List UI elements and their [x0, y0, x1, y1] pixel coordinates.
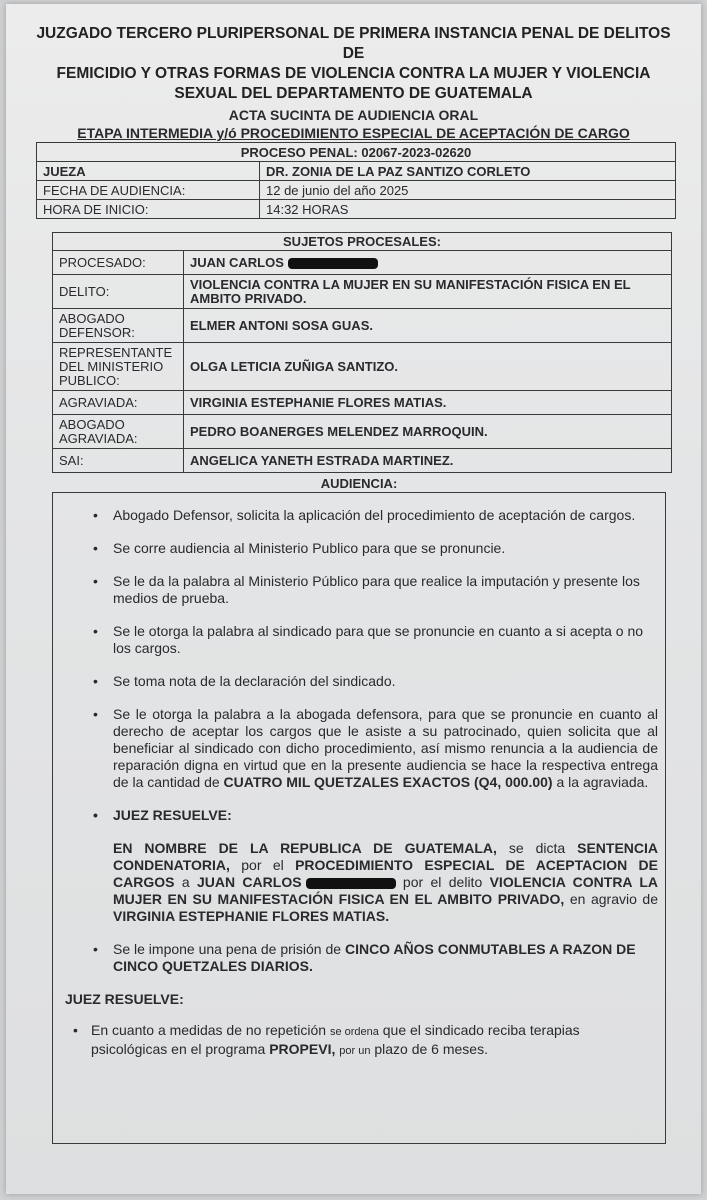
list-item — [63, 507, 658, 524]
abogado-defensor-label: ABOGADO DEFENSOR: — [53, 309, 184, 343]
acta-title: ACTA SUCINTA DE AUDIENCIA ORAL — [228, 107, 479, 123]
redaction-mark — [288, 258, 378, 269]
medidas-part: se ordena — [329, 1026, 379, 1038]
sentencia-part: se dicta — [508, 840, 566, 856]
sentencia-paragraph — [63, 840, 658, 925]
item-text: Se toma nota de la declaración del sindicado. — [113, 673, 396, 689]
medidas-part: que el sindicado reciba terapias psicológicas en el programa — [91, 1022, 580, 1057]
sai-value: ANGELICA YANETH ESTRADA MARTINEZ. — [184, 449, 672, 473]
pena-value: CINCO AÑOS CONMUTABLES A RAZON DE CINCO QUETZALES DIARIOS. — [113, 941, 636, 974]
audiencia-title: AUDIENCIA: — [320, 476, 398, 491]
item-text: Abogado Defensor, solicita la aplicación del procedimiento de aceptación de cargos. — [113, 507, 636, 523]
sentencia-part: en agravio de — [569, 891, 659, 907]
bullet: • — [93, 941, 98, 957]
audiencia-items — [63, 507, 658, 1076]
abogado-defensor-value: ELMER ANTONI SOSA GUAS. — [184, 309, 672, 343]
etapa-title: ETAPA INTERMEDIA y/ó PROCEDIMIENTO ESPECIAL DE ACEPTACIÓN DE CARGO — [77, 125, 630, 141]
abogado-agraviada-value: PEDRO BOANERGES MELENDEZ MARROQUIN. — [184, 415, 672, 449]
ministerio-publico-value: OLGA LETICIA ZUÑIGA SANTIZO. — [184, 343, 672, 391]
sentencia-part: JUAN CARLOS — [196, 874, 302, 890]
medidas-part: por un — [339, 1045, 371, 1057]
juez-resuelve-2: JUEZ RESUELVE: — [65, 991, 184, 1007]
delito-value: VIOLENCIA CONTRA LA MUJER EN SU MANIFESTACIÓN FISICA EN EL AMBITO PRIVADO. — [184, 275, 672, 309]
list-item — [63, 941, 658, 975]
sentencia-part: VIOLENCIA CONTRA LA MUJER EN SU MANIFESTACIÓN FISICA EN EL AMBITO PRIVADO, — [113, 874, 659, 907]
jueza-value: DR. ZONIA DE LA PAZ SANTIZO CORLETO — [260, 162, 676, 181]
medidas-part: En cuanto a medidas de no repetición — [91, 1022, 327, 1038]
list-item — [63, 540, 658, 557]
sai-label: SAI: — [53, 449, 184, 473]
ministerio-publico-label: REPRESENTANTE DEL MINISTERIO PUBLICO: — [53, 343, 184, 391]
item-text: Se corre audiencia al Ministerio Publico para que se pronuncie. — [113, 540, 506, 556]
bullet: • — [93, 507, 98, 523]
document-page — [6, 4, 701, 1194]
redaction-mark — [306, 878, 396, 889]
delito-label: DELITO: — [53, 275, 184, 309]
list-item — [63, 623, 658, 657]
court-name-line-3: SEXUAL DEL DEPARTAMENTO DE GUATEMALA — [174, 85, 533, 102]
bullet: • — [93, 623, 98, 639]
bullet: • — [93, 540, 98, 556]
juez-resuelve-label: JUEZ RESUELVE: — [113, 807, 232, 823]
pena-text: Se le impone una pena de prisión de — [113, 941, 342, 957]
document-header — [26, 24, 681, 142]
sentencia-part: VIRGINIA ESTEPHANIE FLORES MATIAS. — [113, 908, 390, 924]
court-name-line-2: FEMICIDIO Y OTRAS FORMAS DE VIOLENCIA CONTRA LA MUJER Y VIOLENCIA — [56, 65, 651, 82]
fecha-label: FECHA DE AUDIENCIA: — [37, 181, 260, 200]
bullet: • — [93, 807, 98, 823]
sentencia-part: PROCEDIMIENTO ESPECIAL DE ACEPTACION DE CARGOS — [113, 857, 658, 890]
sentencia-part: EN NOMBRE DE LA REPUBLICA DE GUATEMALA, — [113, 840, 497, 856]
proceso-penal: PROCESO PENAL: 02067-2023-02620 — [37, 143, 676, 162]
item-text: Se le otorga la palabra al sindicado para que se pronuncie en cuanto a si acepta o no los cargos. — [113, 623, 644, 656]
bullet: • — [73, 1022, 78, 1038]
juez-resuelve-1 — [63, 807, 658, 824]
list-item — [63, 673, 658, 690]
bullet: • — [93, 573, 98, 589]
item-text: Se le otorga la palabra a la abogada defensora, para que se pronuncie en cuanto al derecho de aceptar los cargos que le asiste a su patrocinado, quien solicita que al beneficiar al sindicado con dicho procedimiento, así mismo renuncia a la audiencia de reparación digna en virtud que en la presente audiencia se hace la respectiva entrega de la cantidad de — [113, 706, 658, 790]
agraviada-value: VIRGINIA ESTEPHANIE FLORES MATIAS. — [184, 391, 672, 415]
sentencia-part: por el delito — [402, 874, 483, 890]
list-item — [63, 706, 658, 791]
jueza-label: JUEZA — [37, 162, 260, 181]
sentencia-part: SENTENCIA CONDENATORIA, — [113, 840, 659, 873]
procesado-label: PROCESADO: — [53, 251, 184, 275]
audiencia-box — [52, 492, 666, 1144]
hora-label: HORA DE INICIO: — [37, 200, 260, 219]
sujetos-title: SUJETOS PROCESALES: — [53, 233, 672, 251]
fecha-value: 12 de junio del año 2025 — [260, 181, 676, 200]
amount-text: CUATRO MIL QUETZALES EXACTOS (Q4, 000.00) — [223, 774, 553, 790]
list-item — [63, 573, 658, 607]
sentencia-part: por el — [241, 857, 284, 873]
list-item — [63, 1022, 658, 1060]
procesado-value — [184, 251, 672, 275]
case-info-table — [36, 142, 676, 219]
item-text-end: a la agraviada. — [556, 774, 649, 790]
item-text: Se le da la palabra al Ministerio Público para que realice la imputación y presente los medios de prueba. — [113, 573, 640, 606]
sentencia-part: a — [181, 874, 190, 890]
hora-value: 14:32 HORAS — [260, 200, 676, 219]
medidas-part: PROPEVI, — [269, 1041, 336, 1057]
court-name-line-1: JUZGADO TERCERO PLURIPERSONAL DE PRIMERA INSTANCIA PENAL DE DELITOS DE — [36, 25, 671, 62]
agraviada-label: AGRAVIADA: — [53, 391, 184, 415]
sujetos-procesales-table — [52, 232, 672, 473]
bullet: • — [93, 673, 98, 689]
procesado-name: JUAN CARLOS — [190, 254, 284, 270]
abogado-agraviada-label: ABOGADO AGRAVIADA: — [53, 415, 184, 449]
medidas-part: plazo de 6 meses. — [374, 1041, 488, 1057]
bullet: • — [93, 706, 98, 722]
